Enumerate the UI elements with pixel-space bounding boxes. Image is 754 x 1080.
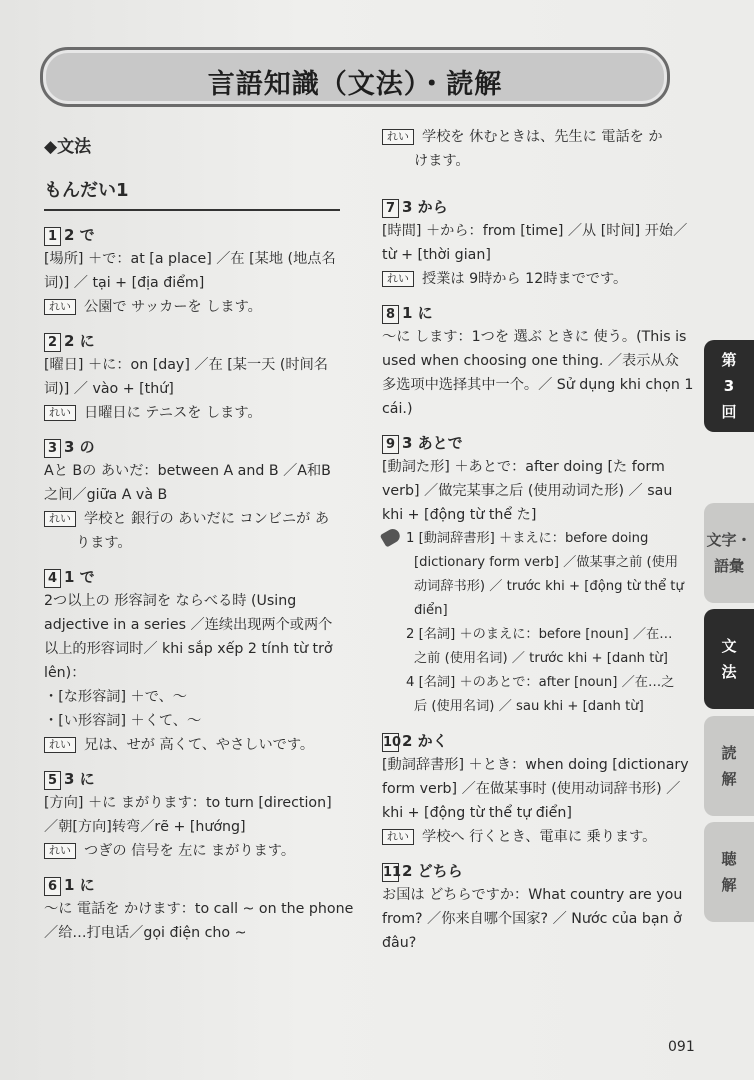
explanation-line: 词)] ／ tại + [địa điểm] bbox=[44, 275, 205, 291]
tab-label: 語彙 bbox=[713, 557, 744, 575]
item-number: 10 bbox=[383, 735, 402, 750]
tab-listening[interactable] bbox=[704, 822, 754, 922]
hint-line: 2 [名詞] ＋のまえに：before [noun] ／在… bbox=[406, 627, 673, 642]
tab-vocabulary[interactable] bbox=[704, 503, 754, 603]
explanation-line: ～に します：1つを 選ぶ ときに 使う。(This is bbox=[382, 329, 687, 345]
example-sentence: 学校と 銀行の あいだに コンビニが あ bbox=[84, 511, 330, 527]
hint-line: 之前 (使用名词) ／ trước khi + [danh từ] bbox=[414, 651, 668, 666]
item-number: 5 bbox=[44, 771, 61, 790]
answer-item bbox=[382, 729, 692, 849]
tab-label: 文字・ bbox=[706, 531, 752, 549]
explanation-line: used when choosing one thing. ／表示从众 bbox=[382, 353, 679, 369]
example-sentence: 公園で サッカーを します。 bbox=[84, 299, 262, 315]
example-sentence: けます。 bbox=[414, 153, 470, 169]
explanation-line: từ + [thời gian] bbox=[382, 247, 491, 263]
explanation-line: cái.) bbox=[382, 401, 413, 417]
hint-line: 动词辞书形) ／ trước khi + [động từ thể tự bbox=[414, 579, 684, 594]
tab-reading[interactable] bbox=[704, 716, 754, 816]
example-sentence: 兄は、せが 高くて、やさしいです。 bbox=[84, 737, 315, 753]
tab-label: 第 bbox=[721, 351, 737, 369]
explanation-line: khi + [động từ thể tự điển] bbox=[382, 805, 572, 821]
tab-label: 聴 bbox=[721, 850, 737, 868]
item-number: 6 bbox=[44, 877, 61, 896]
tab-grammar[interactable] bbox=[704, 609, 754, 709]
explanation-line: 2つ以上の 形容詞を ならべる時 (Using bbox=[44, 593, 297, 609]
hint-line: 4 [名詞] ＋のあとで：after [noun] ／在…之 bbox=[406, 675, 675, 690]
explanation-line: [時間] ＋から：from [time] ／从 [时间] 开始／ bbox=[382, 223, 688, 239]
explanation-line: đâu? bbox=[382, 935, 417, 951]
explanation-line: adjective in a series ／连续出现两个或两个 bbox=[44, 617, 333, 633]
tab-label: 解 bbox=[721, 876, 737, 894]
item-answer: 2 に bbox=[64, 332, 95, 350]
answer-item bbox=[44, 873, 354, 945]
item-number: 9 bbox=[382, 435, 399, 454]
example-label: れい bbox=[382, 829, 414, 845]
example-label: れい bbox=[44, 843, 76, 859]
explanation-line: khi + [động từ thể た] bbox=[382, 507, 537, 523]
explanation-line: verb] ／做完某事之后 (使用动词た形) ／ sau bbox=[382, 483, 673, 499]
tab-label: 文 bbox=[721, 637, 737, 655]
answer-item bbox=[382, 301, 692, 421]
right-column bbox=[382, 125, 692, 965]
item-answer: 1 に bbox=[64, 876, 95, 894]
item-answer: 2 どちら bbox=[402, 862, 463, 880]
tab-label: 回 bbox=[721, 403, 737, 421]
item-number: 4 bbox=[44, 569, 61, 588]
answer-item bbox=[44, 223, 354, 319]
page-number: 091 bbox=[668, 1039, 695, 1055]
example-sentence: 日曜日に テニスを します。 bbox=[84, 405, 262, 421]
hint-icon bbox=[380, 526, 403, 547]
item-answer: 2 かく bbox=[402, 732, 448, 750]
item-answer: 2 で bbox=[64, 226, 95, 244]
explanation-line: Aと Bの あいだ：between A and B ／A和B bbox=[44, 463, 331, 479]
left-column bbox=[44, 135, 354, 955]
explanation-line: 多选项中选择其中一个。／ Sử dụng khi chọn 1 bbox=[382, 377, 694, 393]
tab-label: 3 bbox=[723, 377, 735, 395]
hint-line: 后 (使用名词) ／ sau khi + [danh từ] bbox=[414, 699, 644, 714]
answer-item bbox=[382, 431, 692, 719]
item-answer: 3 あとで bbox=[402, 434, 463, 452]
example-sentence: つぎの 信号を 左に まがります。 bbox=[84, 843, 296, 859]
explanation-line: 之间／giữa A và B bbox=[44, 487, 168, 503]
explanation-line: ／朝[方向]转弯／rẽ + [hướng] bbox=[44, 819, 246, 835]
explanation-line: 以上的形容词时／ khi sắp xếp 2 tính từ trở bbox=[44, 641, 333, 657]
answer-item bbox=[44, 565, 354, 757]
example-label: れい bbox=[44, 299, 76, 315]
answer-item bbox=[44, 767, 354, 863]
example-sentence: 学校を 休むときは、先生に 電話を か bbox=[422, 129, 663, 145]
answer-item bbox=[44, 435, 354, 555]
explanation-line: 词)] ／ vào + [thứ] bbox=[44, 381, 174, 397]
answer-item-continued bbox=[382, 125, 692, 173]
answer-item bbox=[382, 859, 692, 955]
explanation-line: [場所] ＋で：at [a place] ／在 [某地 (地点名 bbox=[44, 251, 336, 267]
explanation-line: ／给…打电话／gọi điện cho ~ bbox=[44, 925, 247, 941]
item-number: 8 bbox=[382, 305, 399, 324]
example-label: れい bbox=[44, 511, 76, 527]
item-answer: 1 に bbox=[402, 304, 433, 322]
hint-line: điển] bbox=[414, 603, 448, 618]
hint-line: [dictionary form verb] ／做某事之前 (使用 bbox=[414, 555, 679, 570]
item-number: 11 bbox=[383, 865, 402, 880]
example-label: れい bbox=[382, 271, 414, 287]
explanation-line: ・[な形容詞] ＋で、～ bbox=[44, 689, 187, 705]
hint-line: 1 [動詞辞書形] ＋まえに：before doing bbox=[406, 531, 649, 546]
example-label: れい bbox=[44, 737, 76, 753]
item-answer: 3 に bbox=[64, 770, 95, 788]
example-sentence: ります。 bbox=[76, 535, 132, 551]
item-answer: 1 で bbox=[64, 568, 95, 586]
tab-current-round[interactable] bbox=[704, 340, 754, 432]
answer-item bbox=[382, 195, 692, 291]
explanation-line: [曜日] ＋に：on [day] ／在 [某一天 (时间名 bbox=[44, 357, 328, 373]
item-number: 3 bbox=[44, 439, 61, 458]
explanation-line: lên)： bbox=[44, 665, 86, 681]
explanation-line: ～に 電話を かけます：to call ~ on the phone bbox=[44, 901, 354, 917]
explanation-line: お国は どちらですか：What country are you bbox=[382, 887, 683, 903]
explanation-line: from? ／你来自哪个国家? ／ Nước của bạn ở bbox=[382, 911, 682, 927]
banner-title: 言語知識（文法）・読解 bbox=[207, 69, 503, 100]
explanation-line: [動詞た形] ＋あとで：after doing [た form bbox=[382, 459, 665, 475]
example-label: れい bbox=[44, 405, 76, 421]
explanation-line: form verb] ／在做某事时 (使用动词辞书形) ／ bbox=[382, 781, 681, 797]
tab-label: 解 bbox=[721, 770, 737, 788]
item-answer: 3 から bbox=[402, 198, 448, 216]
item-number: 2 bbox=[44, 333, 61, 352]
tab-label: 法 bbox=[721, 663, 737, 681]
answer-item bbox=[44, 329, 354, 425]
example-sentence: 学校へ 行くとき、電車に 乗ります。 bbox=[422, 829, 657, 845]
section-banner bbox=[40, 47, 670, 107]
item-number: 1 bbox=[44, 227, 61, 246]
example-label: れい bbox=[382, 129, 414, 145]
explanation-line: ・[い形容詞] ＋くて、～ bbox=[44, 713, 202, 729]
explanation-line: [動詞辞書形] ＋とき：when doing [dictionary bbox=[382, 757, 689, 773]
item-answer: 3 の bbox=[64, 438, 95, 456]
example-sentence: 授業は 9時から 12時までです。 bbox=[422, 271, 628, 287]
section-label: ◆文法 bbox=[44, 137, 92, 157]
tab-label: 読 bbox=[721, 744, 737, 762]
explanation-line: [方向] ＋に まがります：to turn [direction] bbox=[44, 795, 332, 811]
item-number: 7 bbox=[382, 199, 399, 218]
mondai-title: もんだい1 bbox=[44, 179, 340, 211]
